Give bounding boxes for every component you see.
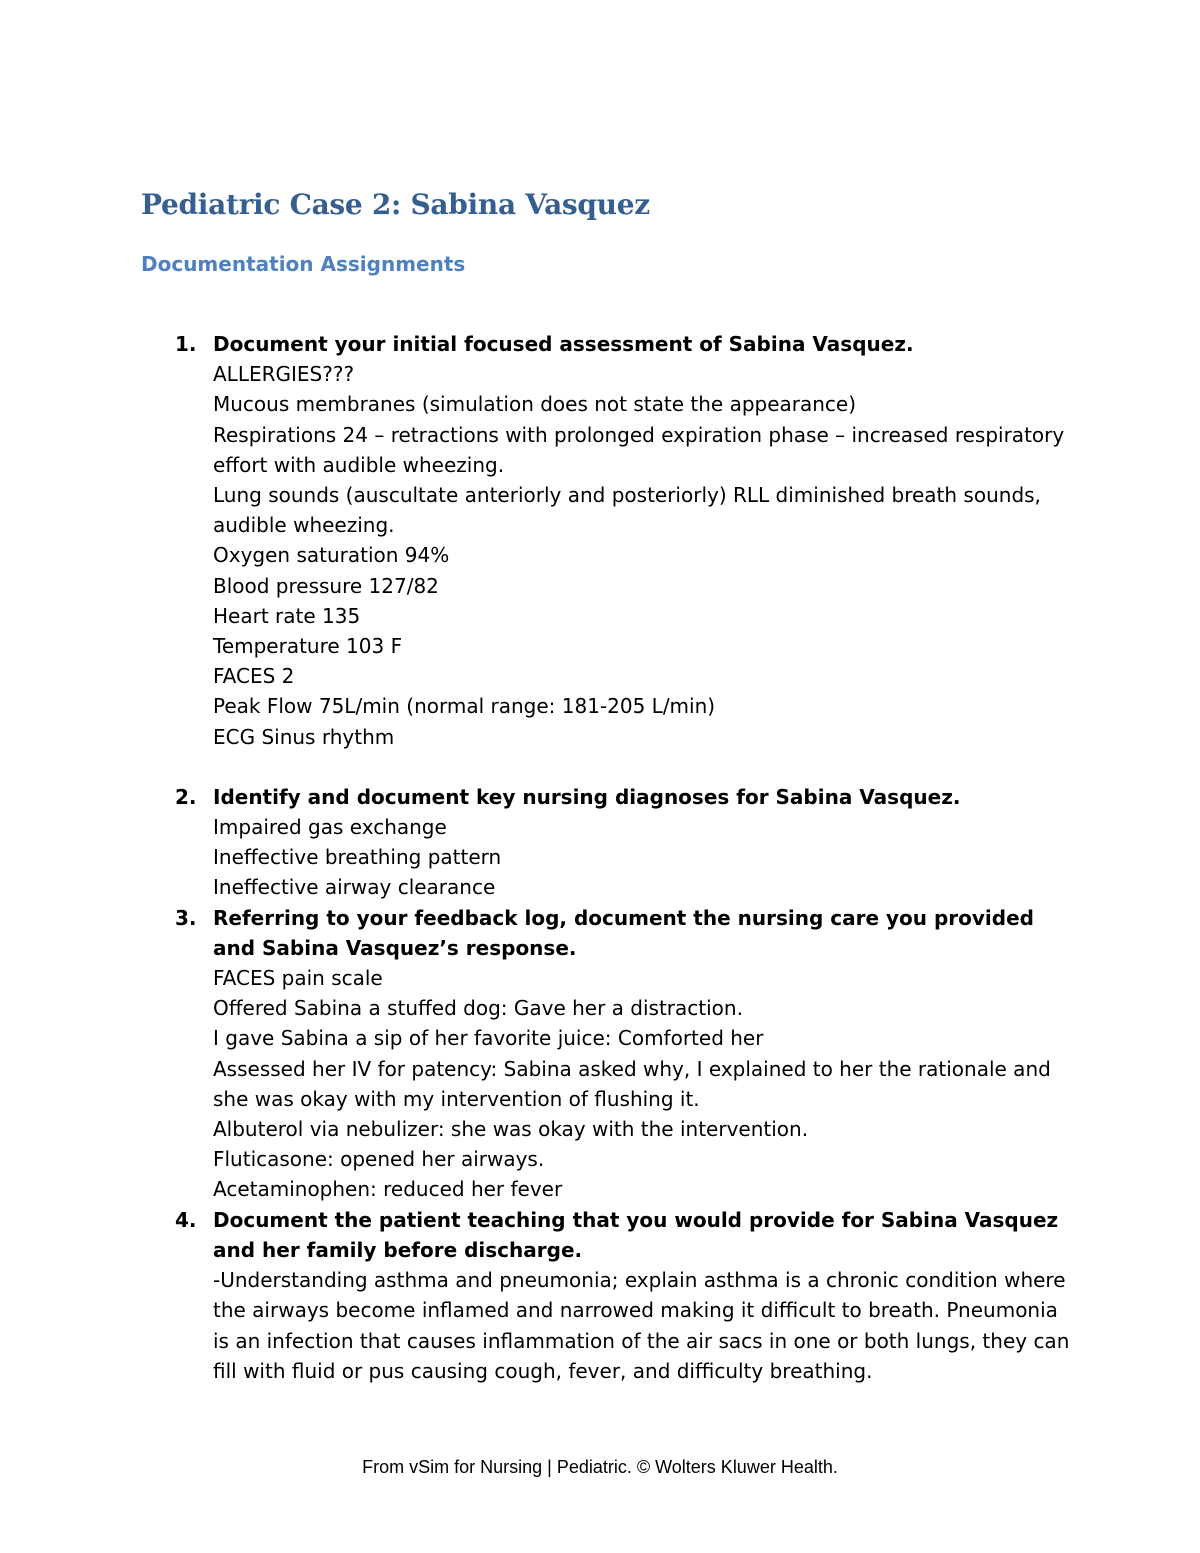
answer-line: Lung sounds (auscultate anteriorly and posteriorly) RLL diminished breath sounds, audible wheezing. <box>213 483 1041 538</box>
answer-paragraph: -Understanding asthma and pneumonia; explain asthma is a chronic condition where the airways become inflamed and narrowed making it difficult to breath. Pneumonia is an infection that causes inflammation of the air sacs in one or both lungs, they can fill with fluid or pus causing cough, fever, and difficulty breathing. <box>213 1268 1070 1383</box>
answer-line: FACES pain scale <box>213 966 383 991</box>
page-footer: From vSim for Nursing | Pediatric. © Wolters Kluwer Health. <box>362 1457 838 1477</box>
answer-line: Peak Flow 75L/min (normal range: 181-205 L/min) <box>213 694 716 719</box>
answer-line: Fluticasone: opened her airways. <box>213 1147 545 1172</box>
answer-line: Ineffective breathing pattern <box>213 845 502 870</box>
question-item-1 <box>0 329 1200 782</box>
answer-line: Acetaminophen: reduced her fever <box>213 1177 563 1202</box>
question-item-4 <box>0 1205 1200 1386</box>
question-item-2 <box>0 782 1200 903</box>
question-number: 2. <box>175 784 197 809</box>
answer-line: Albuterol via nebulizer: she was okay with the intervention. <box>213 1117 809 1142</box>
answer-line: FACES 2 <box>213 664 295 689</box>
question-number: 3. <box>175 905 197 930</box>
question-number: 4. <box>175 1207 197 1232</box>
answer-line: I gave Sabina a sip of her favorite juice: Comforted her <box>213 1026 764 1051</box>
question-item-3 <box>0 903 1200 1205</box>
answer-line: Ineffective airway clearance <box>213 875 496 900</box>
question-text: Identify and document key nursing diagnoses for Sabina Vasquez. <box>213 784 961 809</box>
answer-line: Respirations 24 – retractions with prolonged expiration phase – increased respiratory effort with audible wheezing. <box>213 422 1065 477</box>
answer-line: Oxygen saturation 94% <box>213 543 450 568</box>
answer-line: Offered Sabina a stuffed dog: Gave her a distraction. <box>213 996 743 1021</box>
question-text: Referring to your feedback log, document the nursing care you provided and Sabina Vasquez’s response. <box>213 905 1034 960</box>
question-list <box>0 329 1200 1386</box>
page-subtitle: Documentation Assignments <box>141 252 466 276</box>
answer-line: Impaired gas exchange <box>213 815 447 840</box>
question-number: 1. <box>175 332 197 356</box>
spacer <box>213 752 1200 782</box>
answer-line: Assessed her IV for patency: Sabina asked why, I explained to her the rationale and she was okay with my intervention of flushing it. <box>213 1056 1051 1111</box>
page-title: Pediatric Case 2: Sabina Vasquez <box>141 188 650 221</box>
answer-line: ALLERGIES??? <box>213 362 355 387</box>
answer-line: Heart rate 135 <box>213 603 361 628</box>
question-text: Document the patient teaching that you would provide for Sabina Vasquez and her family before discharge. <box>213 1207 1059 1262</box>
answer-line: Mucous membranes (simulation does not state the appearance) <box>213 392 857 417</box>
answer-line: Temperature 103 F <box>213 634 403 659</box>
question-text: Document your initial focused assessment of Sabina Vasquez. <box>213 332 914 356</box>
answer-line: Blood pressure 127/82 <box>213 573 439 598</box>
answer-line: ECG Sinus rhythm <box>213 724 395 749</box>
